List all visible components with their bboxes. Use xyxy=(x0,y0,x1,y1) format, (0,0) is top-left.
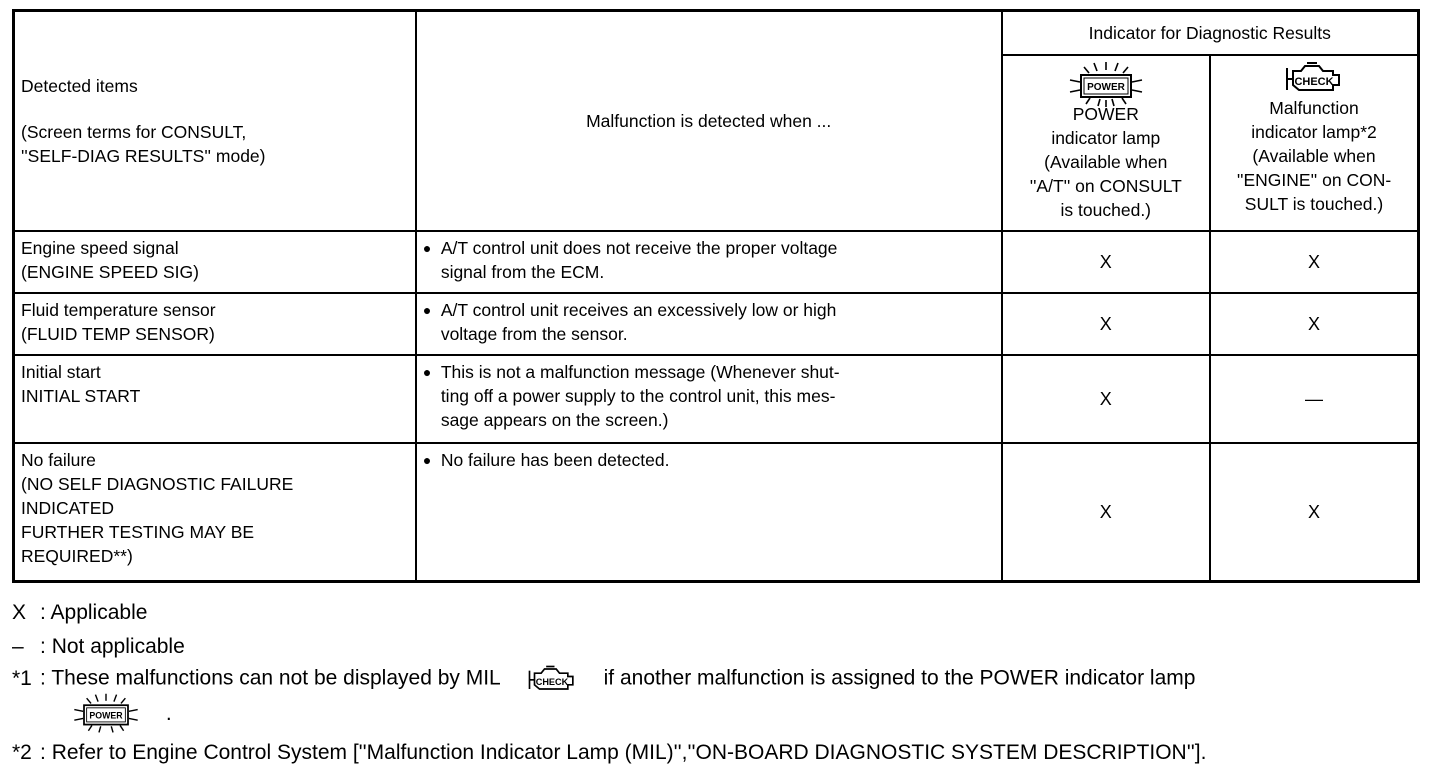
mil-value: X xyxy=(1210,231,1418,293)
mil-line-0: Malfunction xyxy=(1269,98,1359,118)
header-screen-terms-1: (Screen terms for CONSULT, xyxy=(21,122,247,142)
diagnostic-table xyxy=(12,9,1420,583)
check-engine-icon xyxy=(512,664,592,694)
condition-cell xyxy=(416,293,1002,355)
item-line: (NO SELF DIAGNOSTIC FAILURE xyxy=(21,474,294,494)
mil-line-4: SULT is touched.) xyxy=(1244,194,1384,214)
power-lamp-icon xyxy=(56,692,156,736)
mil-value: — xyxy=(1210,355,1418,443)
mil-value: X xyxy=(1210,293,1418,355)
item-line: INDICATED xyxy=(21,498,115,518)
mil-line-2: (Available when xyxy=(1252,146,1376,166)
item-line: No failure xyxy=(21,450,96,470)
legend-not-applicable xyxy=(12,634,185,660)
header-detected-items xyxy=(14,11,416,232)
table-row xyxy=(14,443,1419,582)
bullet-icon: ● xyxy=(422,240,432,256)
header-detected-items-label: Detected items xyxy=(21,76,138,96)
condition-line: signal from the ECM. xyxy=(440,262,605,282)
check-icon-text: CHECK xyxy=(1294,76,1334,88)
mil-line-3: ''ENGINE'' on CON- xyxy=(1236,170,1392,190)
legend-note-1 xyxy=(12,664,1195,694)
condition-line: voltage from the sensor. xyxy=(440,324,628,344)
header-indicator-title: Indicator for Diagnostic Results xyxy=(1002,11,1419,56)
item-cell xyxy=(14,443,416,582)
item-cell xyxy=(14,293,416,355)
bullet-icon: ● xyxy=(422,302,432,318)
mil-line-1: indicator lamp*2 xyxy=(1251,122,1377,142)
condition-line: A/T control unit receives an excessively low or high xyxy=(440,300,837,320)
power-line-0: POWER xyxy=(1072,104,1139,124)
check-icon-text: CHECK xyxy=(535,676,569,687)
power-line-2: (Available when xyxy=(1044,152,1168,172)
item-cell xyxy=(14,231,416,293)
item-line: (ENGINE SPEED SIG) xyxy=(21,262,199,282)
mil-value: X xyxy=(1210,443,1418,582)
power-value: X xyxy=(1002,443,1210,582)
note2-text: Refer to Engine Control System [''Malfunction Indicator Lamp (MIL)'',''ON-BOARD DIAGNOSTIC SYSTEM DESCRIPTION'']. xyxy=(51,741,1207,764)
condition-line: This is not a malfunction message (Whenever shut- xyxy=(440,362,840,382)
item-line: INITIAL START xyxy=(21,386,141,406)
legend-colon: : xyxy=(40,666,46,690)
legend-colon: : xyxy=(40,741,46,764)
header-power-lamp xyxy=(1002,55,1210,231)
condition-line: No failure has been detected. xyxy=(440,450,670,470)
bullet-icon: ● xyxy=(422,452,432,468)
power-icon-text: POWER xyxy=(1086,82,1125,93)
table-row xyxy=(14,355,1419,443)
item-cell xyxy=(14,355,416,443)
power-value: X xyxy=(1002,293,1210,355)
note2-symbol: *2 xyxy=(12,741,32,764)
legend-note-1-icon-line xyxy=(56,692,172,736)
check-engine-icon xyxy=(1279,60,1349,96)
table-row xyxy=(14,231,1419,293)
legend-dash-symbol: – xyxy=(12,635,24,658)
condition-line: sage appears on the screen.) xyxy=(440,410,669,430)
legend-x-symbol: X xyxy=(12,601,27,624)
note1-symbol: *1 xyxy=(12,666,32,690)
legend-applicable xyxy=(12,600,147,626)
condition-cell xyxy=(416,355,1002,443)
power-value: X xyxy=(1002,355,1210,443)
condition-line: ting off a power supply to the control unit, this mes- xyxy=(440,386,836,406)
item-line: Fluid temperature sensor xyxy=(21,300,216,320)
power-icon-text: POWER xyxy=(89,710,123,721)
table-row xyxy=(14,293,1419,355)
legend-note-2 xyxy=(12,740,1206,766)
header-malfunction-when: Malfunction is detected when ... xyxy=(416,11,1002,232)
item-line: Initial start xyxy=(21,362,101,382)
condition-cell xyxy=(416,443,1002,582)
legend-colon: : xyxy=(40,635,46,658)
power-line-4: is touched.) xyxy=(1060,200,1152,220)
note1-text-b: if another malfunction is assigned to the POWER indicator lamp xyxy=(603,666,1196,690)
bullet-icon: ● xyxy=(422,364,432,380)
condition-line: A/T control unit does not receive the proper voltage xyxy=(440,238,838,258)
power-line-1: indicator lamp xyxy=(1051,128,1161,148)
legend-dash-text: Not applicable xyxy=(51,635,185,658)
item-line: Engine speed signal xyxy=(21,238,179,258)
legend-colon: : xyxy=(40,601,46,624)
header-mil-lamp xyxy=(1210,55,1418,231)
power-line-3: ''A/T'' on CONSULT xyxy=(1029,176,1182,196)
item-line: REQUIRED**) xyxy=(21,546,133,566)
header-screen-terms-2: ''SELF-DIAG RESULTS'' mode) xyxy=(21,146,266,166)
note1-text-a: These malfunctions can not be displayed by MIL xyxy=(51,666,500,690)
legend-x-text: Applicable xyxy=(50,601,148,624)
power-value: X xyxy=(1002,231,1210,293)
condition-cell xyxy=(416,231,1002,293)
item-line: (FLUID TEMP SENSOR) xyxy=(21,324,215,344)
item-line: FURTHER TESTING MAY BE xyxy=(21,522,255,542)
note1-end: . xyxy=(165,701,172,725)
